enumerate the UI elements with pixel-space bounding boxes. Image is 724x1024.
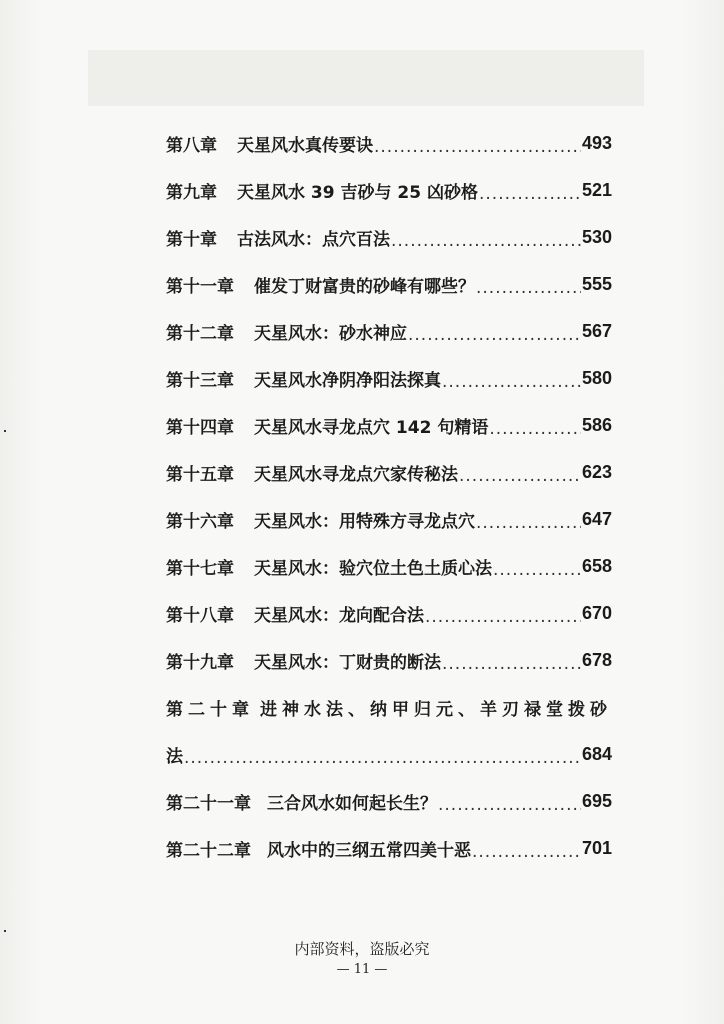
toc-page: 530 xyxy=(581,227,612,247)
toc-leader xyxy=(438,795,581,815)
toc-leader xyxy=(391,231,581,251)
toc-page: 493 xyxy=(581,133,612,153)
toc-title: 天星风水：验穴位土色土质心法 xyxy=(254,559,492,579)
toc-chapter: 第二十二章 xyxy=(166,841,251,861)
toc-title: 催发丁财富贵的砂峰有哪些？ xyxy=(254,277,475,297)
footer-copyright-note: 内部资料，盗版必究 xyxy=(294,940,430,958)
toc-page: 670 xyxy=(581,603,612,623)
toc-title: 天星风水寻龙点穴家传秘法 xyxy=(254,465,458,485)
toc-row-ch14 xyxy=(166,402,612,449)
toc-page: 555 xyxy=(581,274,612,294)
toc-title: 天星风水：丁财贵的断法 xyxy=(254,653,441,673)
toc-leader xyxy=(476,278,581,298)
toc-row-ch22 xyxy=(166,825,612,872)
toc-page: 623 xyxy=(581,462,612,482)
toc-leader xyxy=(493,560,581,580)
toc-chapter: 第十一章 xyxy=(166,277,234,297)
toc-title: 天星风水：砂水神应 xyxy=(254,324,407,344)
toc-title: 天星风水真传要诀 xyxy=(237,136,373,156)
toc-page: 586 xyxy=(581,415,612,435)
toc-chapter: 第二十一章 xyxy=(166,794,251,814)
toc-chapter: 第十九章 xyxy=(166,653,234,673)
toc-chapter: 第九章 xyxy=(166,183,217,203)
toc-page: 521 xyxy=(581,180,612,200)
toc-leader xyxy=(408,325,581,345)
toc-title-continued: 法 xyxy=(166,747,183,767)
toc-chapter: 第十三章 xyxy=(166,371,234,391)
toc-chapter: 第十七章 xyxy=(166,559,234,579)
toc-title: 天星风水净阴净阳法探真 xyxy=(254,371,441,391)
toc-title: 古法风水：点穴百法 xyxy=(237,230,390,250)
toc-leader xyxy=(476,513,581,533)
toc-page: 580 xyxy=(581,368,612,388)
toc-title: 进神水法、纳甲归元、羊刃禄堂拨砂 xyxy=(260,700,612,720)
toc-page: 695 xyxy=(581,791,612,811)
toc-page: 658 xyxy=(581,556,612,576)
page-number: — 11 — xyxy=(336,962,388,977)
toc-chapter: 第十八章 xyxy=(166,606,234,626)
toc-chapter: 第十章 xyxy=(166,230,217,250)
toc-leader xyxy=(489,419,581,439)
toc-leader xyxy=(442,372,581,392)
toc-page: 701 xyxy=(581,838,612,858)
toc-title: 风水中的三纲五常四美十恶 xyxy=(267,841,471,861)
scan-speck xyxy=(4,930,6,932)
toc-leader xyxy=(374,137,581,157)
toc-title: 天星风水：用特殊方寻龙点穴 xyxy=(254,512,475,532)
toc-row-ch21 xyxy=(166,778,612,825)
toc-leader xyxy=(442,654,581,674)
toc-page: 678 xyxy=(581,650,612,670)
toc-chapter: 第十四章 xyxy=(166,418,234,438)
toc-title: 三合风水如何起长生？ xyxy=(267,794,437,814)
toc-row-ch15 xyxy=(166,449,612,496)
toc-title: 天星风水：龙向配合法 xyxy=(254,606,424,626)
toc-leader xyxy=(459,466,581,486)
toc-row-ch18 xyxy=(166,590,612,637)
toc-title: 天星风水 39 吉砂与 25 凶砂格 xyxy=(237,183,478,203)
toc-leader xyxy=(479,184,581,204)
toc-row-ch13 xyxy=(166,355,612,402)
toc-chapter: 第十二章 xyxy=(166,324,234,344)
scan-speck xyxy=(4,430,6,432)
toc-row-ch17 xyxy=(166,543,612,590)
scan-shadow-band xyxy=(88,50,644,106)
toc-row-ch10 xyxy=(166,214,612,261)
toc-row-ch11 xyxy=(166,261,612,308)
toc-row-ch9 xyxy=(166,167,612,214)
toc-row-ch8 xyxy=(166,120,612,167)
toc-leader xyxy=(425,607,581,627)
toc-title: 天星风水寻龙点穴 142 句精语 xyxy=(254,418,489,438)
toc-chapter: 第八章 xyxy=(166,136,217,156)
toc-row-ch20-line1 xyxy=(166,684,612,731)
toc-chapter: 第十五章 xyxy=(166,465,234,485)
toc-page: 684 xyxy=(581,744,612,764)
toc-page: 647 xyxy=(581,509,612,529)
toc-row-ch16 xyxy=(166,496,612,543)
toc-chapter: 第二十章 xyxy=(166,700,254,720)
toc-leader xyxy=(472,842,581,862)
table-of-contents xyxy=(166,120,612,872)
toc-leader xyxy=(184,748,581,768)
toc-row-ch12 xyxy=(166,308,612,355)
toc-page: 567 xyxy=(581,321,612,341)
toc-chapter: 第十六章 xyxy=(166,512,234,532)
toc-row-ch20-line2 xyxy=(166,731,612,778)
toc-row-ch19 xyxy=(166,637,612,684)
